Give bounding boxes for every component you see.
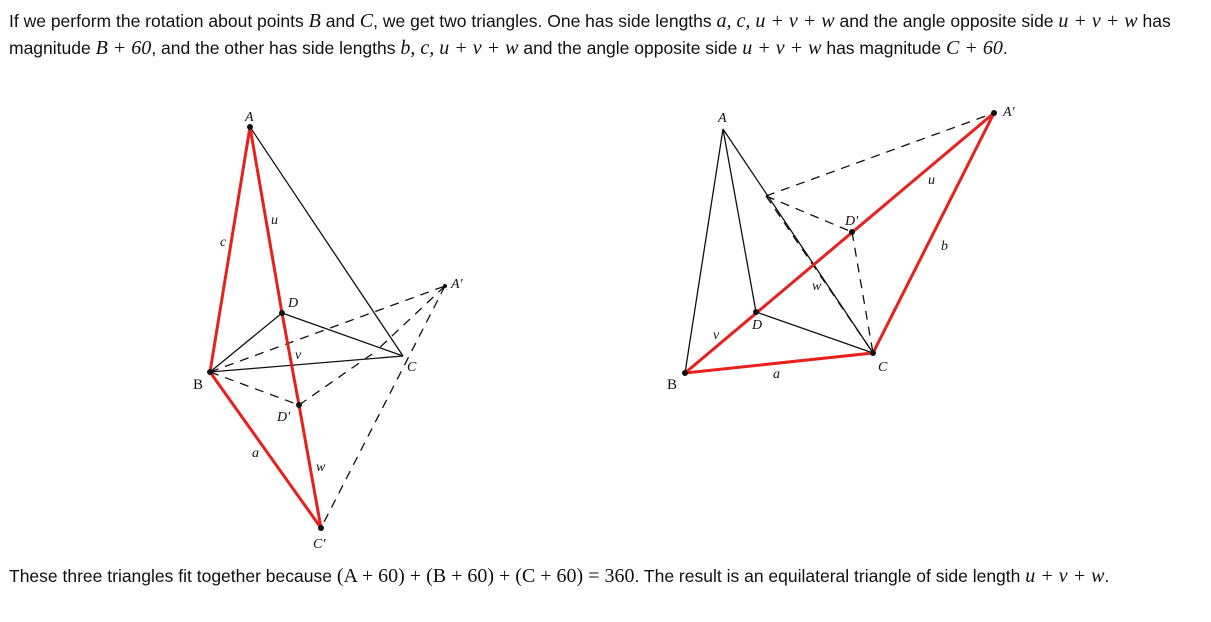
label-v: v — [713, 328, 720, 343]
text-run: and the angle opposite side — [834, 11, 1059, 31]
label-D: D — [752, 318, 763, 333]
point-D — [753, 309, 759, 315]
point-B — [207, 369, 213, 375]
text-run: and — [320, 11, 360, 31]
math-uvw: u + v + w — [1058, 10, 1138, 32]
dashed-D-prime-C — [852, 232, 873, 353]
math-uvw: u + v + w — [1025, 565, 1105, 587]
label-A: A — [718, 111, 727, 126]
label-C: C — [878, 360, 888, 375]
label-D-prime: D' — [277, 410, 291, 425]
label-a: a — [252, 446, 259, 461]
figure-right-labels — [667, 105, 1016, 393]
math-B: B — [308, 10, 321, 32]
math-C: C — [359, 10, 374, 32]
segment-BD — [210, 313, 282, 372]
point-B — [682, 370, 688, 376]
label-u: u — [928, 173, 935, 188]
point-D-prime — [296, 402, 302, 408]
dashed-D-prime-C — [299, 352, 375, 405]
point-D — [279, 310, 285, 316]
math-sides-2: b, c, u + v + w — [400, 37, 519, 59]
point-A-prime — [991, 110, 997, 116]
math-angle-sum: (A + 60) + (B + 60) + (C + 60) = 360 — [336, 565, 635, 587]
point-D-prime — [849, 229, 855, 235]
label-v: v — [295, 348, 302, 363]
math-C60: C + 60 — [946, 37, 1003, 59]
red-side-c — [210, 127, 250, 372]
figure-left — [207, 124, 447, 531]
segment-BC — [210, 356, 403, 372]
conclusion-paragraph — [9, 563, 1199, 590]
dashed-A-prime-C-prime — [321, 286, 445, 528]
math-B60: B + 60 — [95, 37, 152, 59]
text-run: , and the other has side lengths — [151, 38, 401, 58]
text-run: has magnitude — [821, 38, 947, 58]
text-run: . — [1002, 38, 1008, 58]
label-C: C — [407, 360, 417, 375]
label-C-prime: C' — [313, 537, 326, 552]
label-c: c — [220, 235, 227, 250]
text-run: has magnitude — [9, 11, 1171, 58]
red-side-a — [210, 372, 321, 528]
text-run: . — [1104, 566, 1110, 586]
label-w: w — [812, 279, 822, 294]
text-run: These three triangles fit together because — [9, 566, 337, 586]
math-sides-1: a, c, u + v + w — [716, 10, 835, 32]
text-run: If we perform the rotation about points — [9, 11, 309, 31]
text-run: , we get two triangles. One has side lengths — [373, 11, 717, 31]
label-A: A — [245, 110, 254, 125]
label-D: D — [288, 296, 299, 311]
text-run: . The result is an equilateral triangle of side length — [634, 566, 1026, 586]
figure-left-labels — [193, 110, 464, 552]
segment-DC — [756, 312, 873, 353]
label-a: a — [773, 367, 780, 382]
text-run: and the angle opposite side — [518, 38, 743, 58]
label-D-prime: D' — [845, 214, 859, 229]
point-C-prime — [318, 525, 324, 531]
point-C — [870, 350, 876, 356]
point-A-prime — [443, 284, 447, 288]
label-u: u — [271, 213, 278, 228]
math-uvw: u + v + w — [742, 37, 822, 59]
red-side-b — [873, 113, 994, 353]
label-A-prime: A' — [1003, 105, 1015, 120]
segment-AD — [723, 129, 756, 312]
label-B: B — [193, 377, 204, 393]
label-w: w — [316, 460, 326, 475]
label-b: b — [941, 239, 948, 254]
figure-right — [682, 110, 997, 376]
dashed-A-prime-C — [375, 286, 445, 352]
segment-AC — [250, 127, 403, 356]
label-B: B — [667, 377, 678, 393]
label-A-prime: A' — [451, 277, 463, 292]
